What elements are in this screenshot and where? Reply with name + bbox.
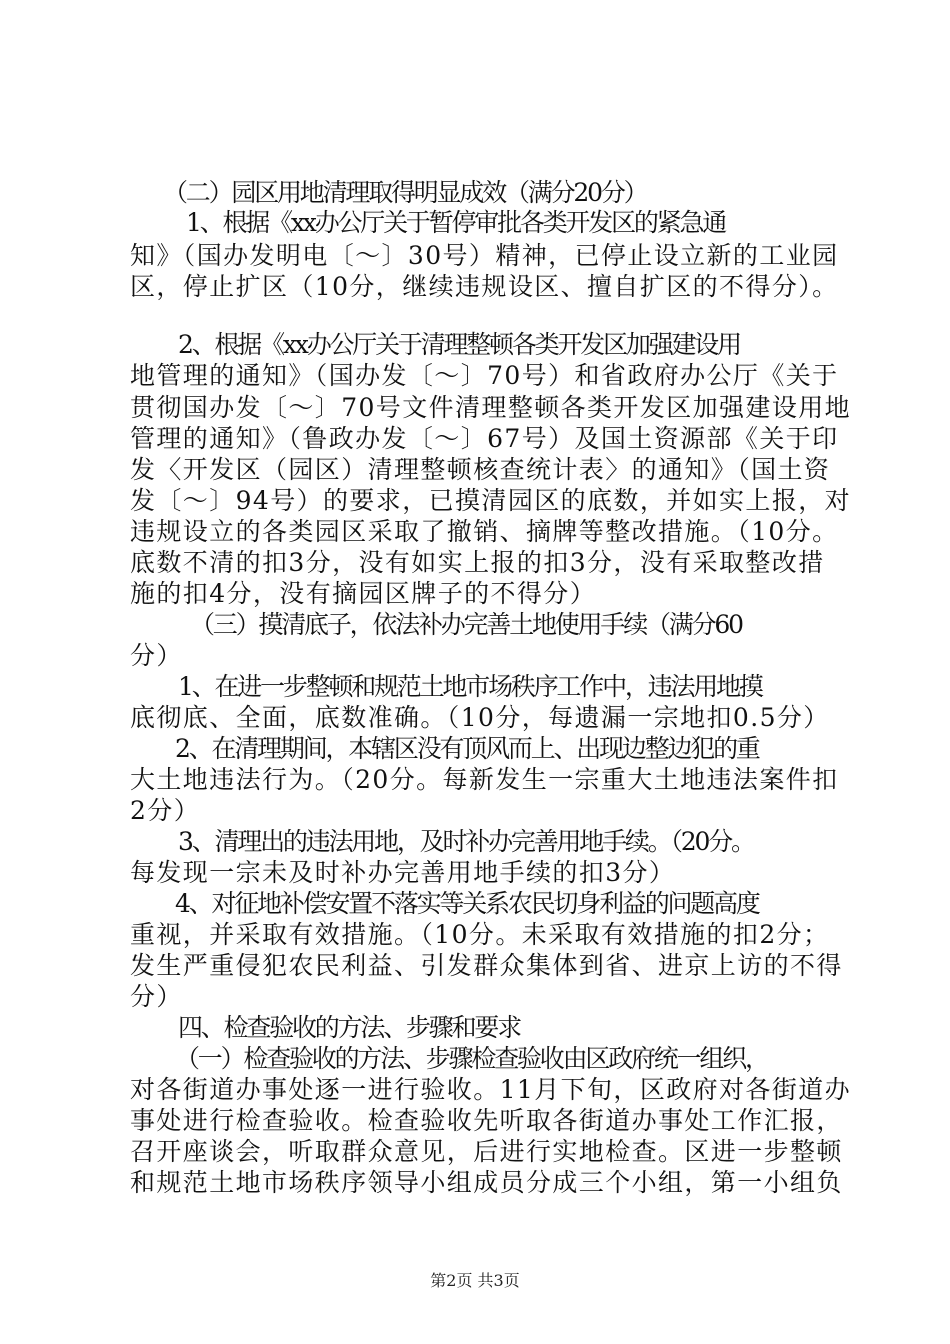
paragraph-line: 每发现一宗未及时补办完善用地手续的扣3分） xyxy=(130,858,676,887)
paragraph-line: 3、清理出的违法用地，及时补办完善用地手续。（20分。 xyxy=(178,827,754,856)
paragraph-line: 重视，并采取有效措施。（10分。未采取有效措施的扣2分； xyxy=(130,920,830,949)
paragraph-line: 施的扣4分，没有摘园区牌子的不得分） xyxy=(130,579,597,608)
paragraph-line: 2、根据《xx办公厅关于清理整顿各类开发区加强建设用 xyxy=(178,330,740,359)
paragraph-line: 2、在清理期间，本辖区没有顶风而上、出现边整边犯的重 xyxy=(175,734,759,763)
paragraph-line: 2分） xyxy=(130,796,201,825)
paragraph-line: 底彻底、全面，底数准确。（10分，每遗漏一宗地扣0.5分） xyxy=(130,703,830,732)
paragraph-line: 召开座谈会，听取群众意见，后进行实地检查。区进一步整顿 xyxy=(130,1137,843,1166)
heading-section-four: 四、检查验收的方法、步骤和要求 xyxy=(178,1013,521,1042)
paragraph-line: 贯彻国办发〔～〕70号文件清理整顿各类开发区加强建设用地 xyxy=(130,393,852,422)
paragraph-line: 发生严重侵犯农民利益、引发群众集体到省、进京上访的不得 xyxy=(130,951,843,980)
paragraph-line: 地管理的通知》（国办发〔～〕70号）和省政府办公厅《关于 xyxy=(130,361,839,390)
paragraph-line: 发〈开发区（园区）清理整顿核查统计表〉的通知》（国土资 xyxy=(130,455,831,484)
paragraph-line: （一）检查验收的方法、步骤检查验收由区政府统一组织， xyxy=(175,1044,768,1073)
paragraph-line: 大土地违法行为。（20分。每新发生一宗重大土地违法案件扣 xyxy=(130,765,839,794)
paragraph-line: 知》（国办发明电〔～〕30号）精神，已停止设立新的工业园 xyxy=(130,241,839,270)
paragraph-line: 对各街道办事处逐一进行验收。11月下旬，区政府对各街道办 xyxy=(130,1075,852,1104)
page-footer: 第2页 共3页 xyxy=(430,1271,520,1290)
paragraph-line: 发〔～〕94号）的要求，已摸清园区的底数，并如实上报，对 xyxy=(130,486,852,515)
paragraph-line: 事处进行检查验收。检查验收先听取各街道办事处工作汇报， xyxy=(130,1106,843,1135)
paragraph-line: 和规范土地市场秩序领导小组成员分成三个小组，第一小组负 xyxy=(130,1168,843,1197)
paragraph-line: 1、根据《xx办公厅关于暂停审批各类开发区的紧急通 xyxy=(186,208,726,237)
heading-section-2: （二）园区用地清理取得明显成效（满分20分） xyxy=(163,178,647,207)
paragraph-line: 区，停止扩区（10分，继续违规设区、擅自扩区的不得分）。 xyxy=(130,272,839,301)
paragraph-line: 管理的通知》（鲁政办发〔～〕67号）及国土资源部《关于印 xyxy=(130,424,839,453)
heading-section-3: （三）摸清底子，依法补办完善土地使用手续（满分60 xyxy=(190,610,742,639)
paragraph-line: 违规设立的各类园区采取了撤销、摘牌等整改措施。（10分。 xyxy=(130,517,839,546)
paragraph-line: 分） xyxy=(130,982,183,1011)
paragraph-line: 4、对征地补偿安置不落实等关系农民切身利益的问题高度 xyxy=(175,889,759,918)
paragraph-line: 1、在进一步整顿和规范土地市场秩序工作中，违法用地摸 xyxy=(178,672,762,701)
paragraph-line: 分） xyxy=(130,641,183,670)
paragraph-line: 底数不清的扣3分，没有如实上报的扣3分，没有采取整改措 xyxy=(130,548,825,577)
